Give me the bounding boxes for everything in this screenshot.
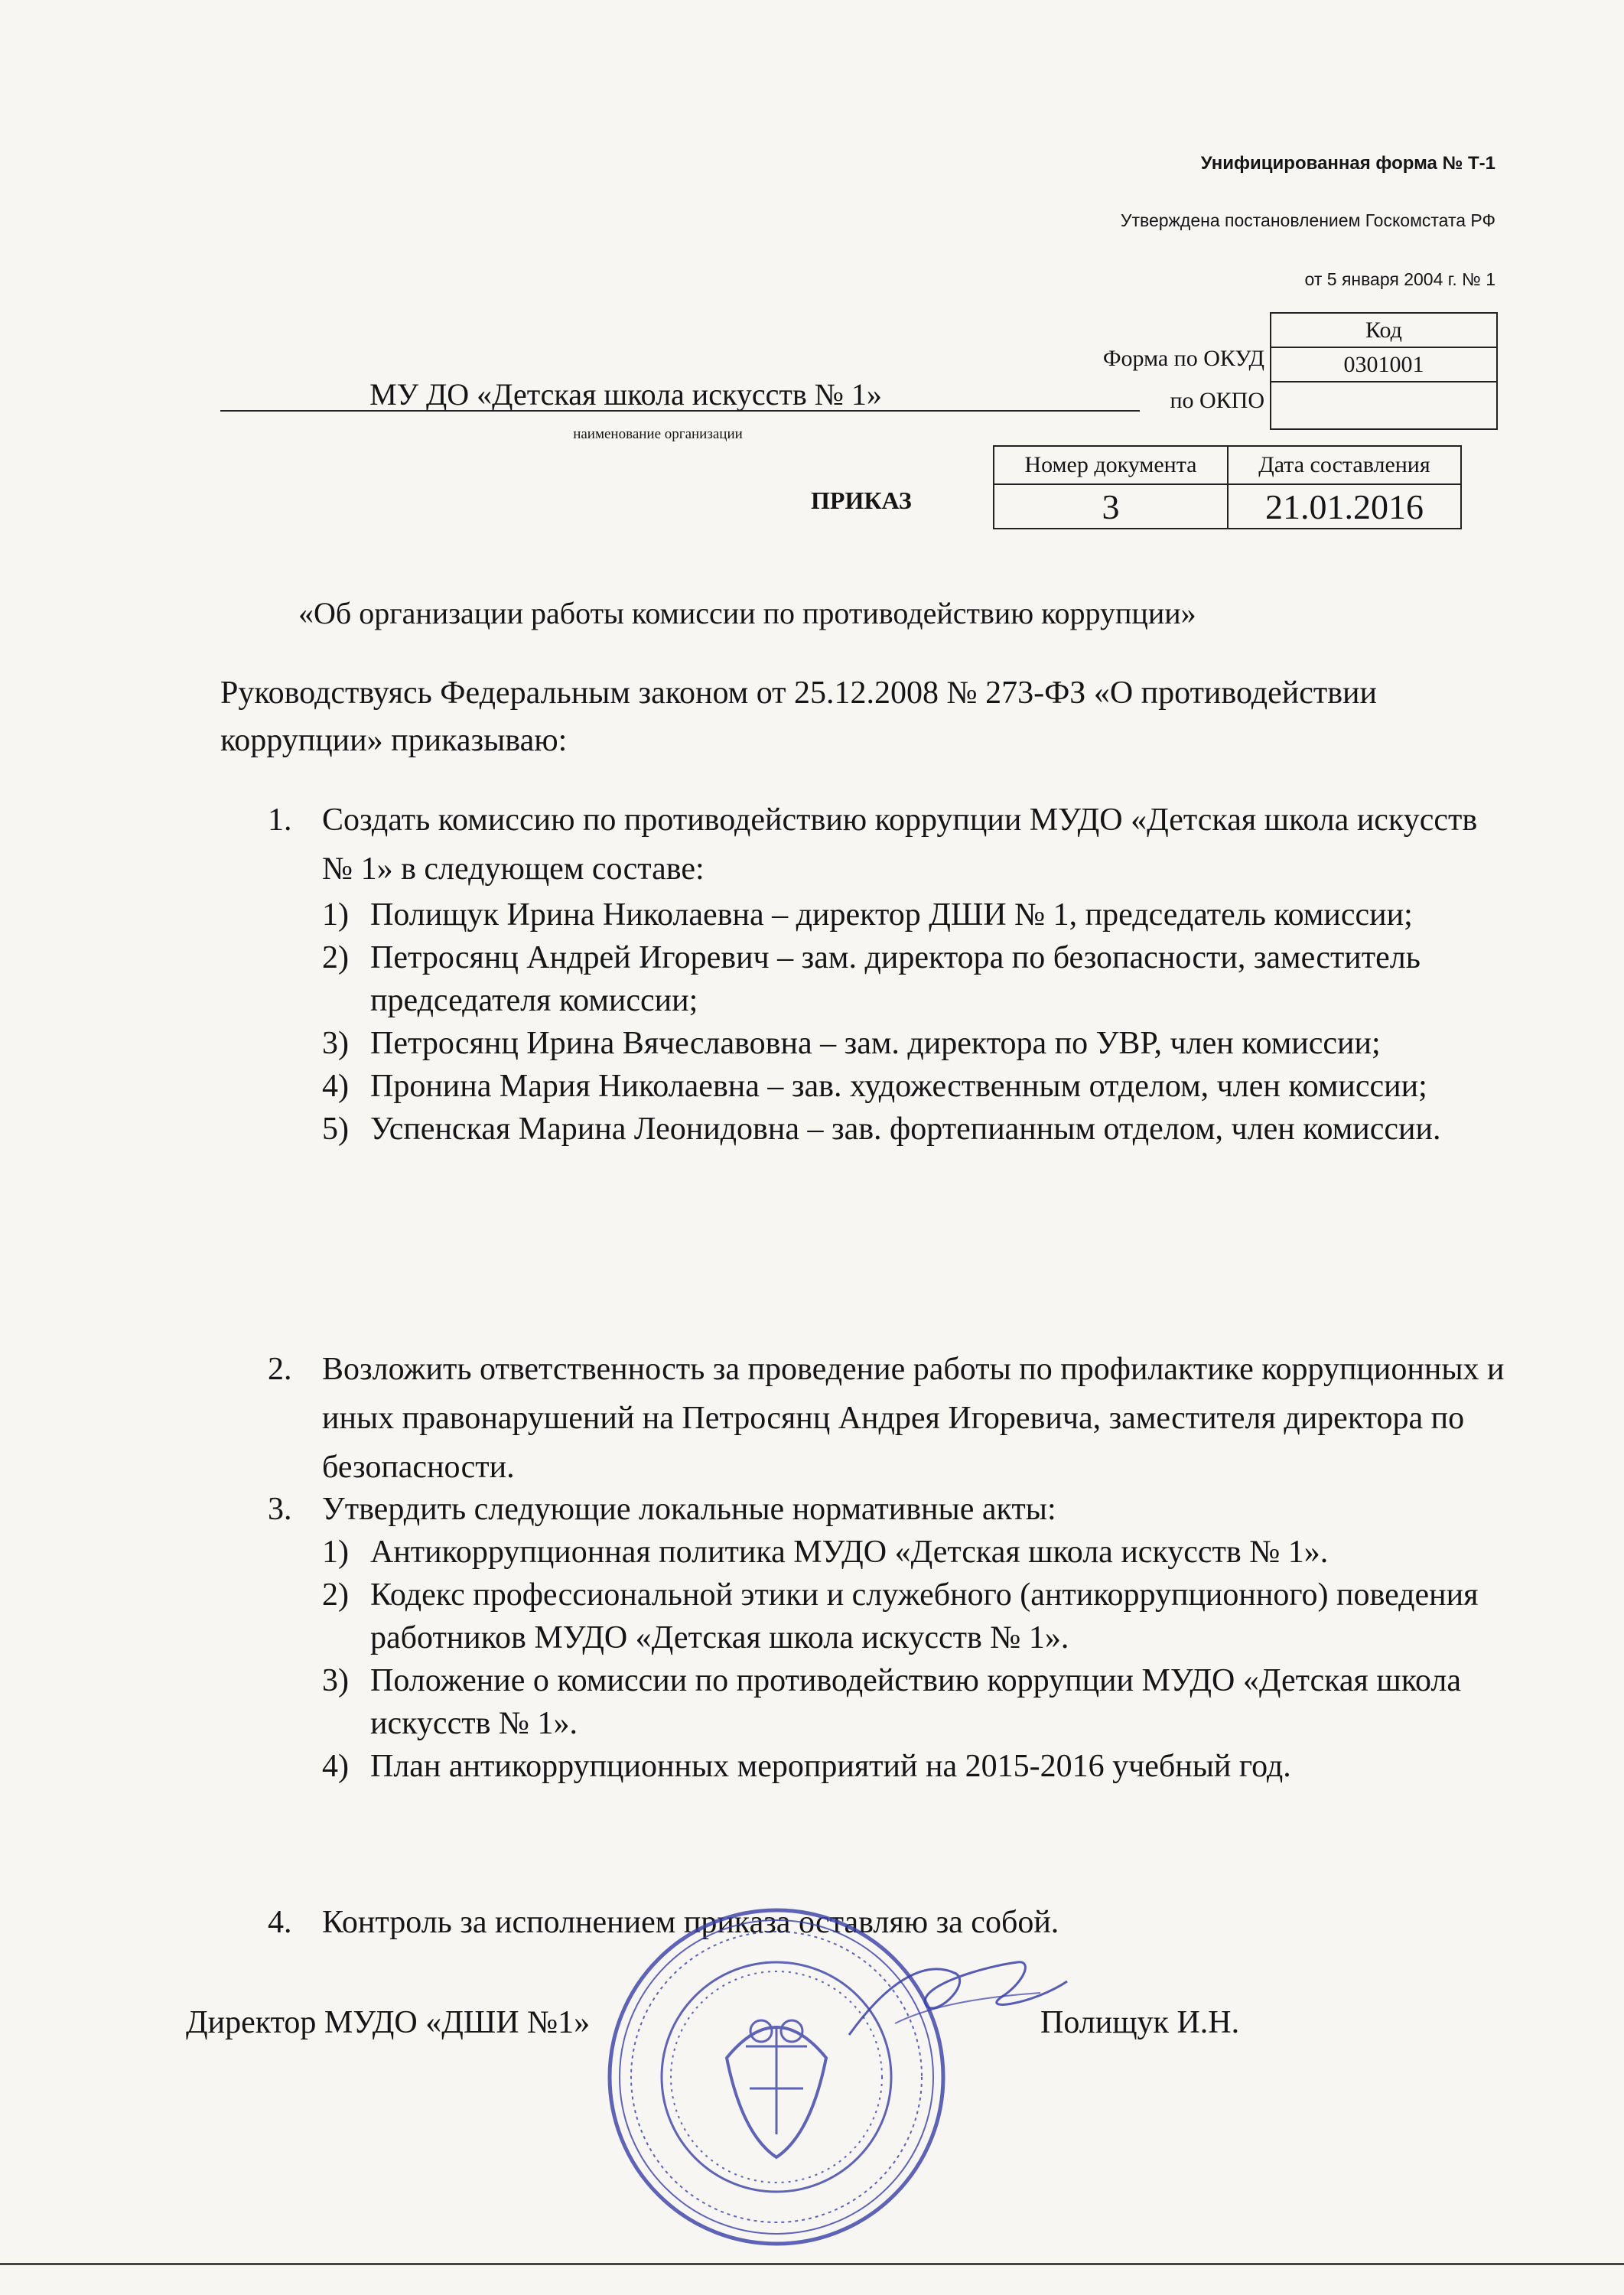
item-text: Утвердить следующие локальные нормативные акты: (322, 1492, 1056, 1527)
approved-by: Утверждена постановлением Госкомстата РФ (1120, 210, 1495, 230)
document-details-table (993, 445, 1462, 529)
document-date: 21.01.2016 (1228, 484, 1461, 529)
subitem-number: 4) (322, 1749, 349, 1784)
order-item-3 (220, 1488, 1513, 1788)
list-subitem (220, 936, 1513, 1022)
list-subitem (220, 1531, 1513, 1574)
document-number: 3 (994, 484, 1228, 529)
item-number: 2. (268, 1352, 292, 1387)
form-title: Унифицированная форма № Т-1 (1200, 153, 1495, 174)
document-number-header: Номер документа (994, 446, 1228, 484)
subitem-text: Антикоррупционная политика МУДО «Детская школа искусств № 1». (370, 1535, 1329, 1570)
subitem-number: 3) (322, 1663, 349, 1698)
subitem-text: Петросянц Ирина Вячеславовна – зам. директора по УВР, член комиссии; (370, 1026, 1381, 1061)
list-subitem (220, 1574, 1513, 1659)
subitem-number: 2) (322, 940, 349, 975)
list-subitem (220, 1022, 1513, 1065)
subitem-number: 5) (322, 1112, 349, 1147)
handwritten-signature (841, 1951, 1071, 2050)
list-item (220, 1488, 1513, 1531)
subitem-number: 1) (322, 897, 349, 933)
document-type: ПРИКАЗ (811, 487, 912, 514)
item-text: Создать комиссию по противодействию коррупции МУДО «Детская школа искусств № 1» в следующем составе: (322, 802, 1478, 887)
subitem-text: Положение о комиссии по противодействию коррупции МУДО «Детская школа искусств № 1». (370, 1663, 1462, 1741)
subitem-text: Полищук Ирина Николаевна – директор ДШИ № 1, председатель комиссии; (370, 897, 1413, 933)
subitem-number: 4) (322, 1069, 349, 1104)
okpo-value (1271, 382, 1497, 429)
subitem-text: План антикоррупционных мероприятий на 2015-2016 учебный год. (370, 1749, 1291, 1784)
subitem-number: 3) (322, 1026, 349, 1061)
subitem-number: 1) (322, 1535, 349, 1570)
item-number: 4. (268, 1905, 292, 1940)
organization-caption: наименование организации (573, 426, 743, 442)
item-text: Возложить ответственность за проведение работы по профилактике коррупционных и иных правонарушений на Петросянц Андрея Игоревича, заместителя директора по безопасности. (322, 1352, 1505, 1485)
list-subitem (220, 1065, 1513, 1108)
code-header: Код (1271, 313, 1497, 347)
subitem-text: Петросянц Андрей Игоревич – зам. директора по безопасности, заместитель председателя комиссии; (370, 940, 1421, 1018)
subitem-text: Успенская Марина Леонидовна – зав. фортепианным отделом, член комиссии. (370, 1112, 1441, 1147)
scan-edge-divider (0, 2263, 1624, 2265)
director-title: Директор МУДО «ДШИ №1» (186, 2005, 591, 2040)
list-item (220, 796, 1513, 894)
okpo-label: по ОКПО (1170, 388, 1264, 413)
list-subitem (220, 1745, 1513, 1788)
order-item-2 (220, 1345, 1513, 1492)
list-subitem (220, 894, 1513, 936)
item-text: Контроль за исполнением приказа оставляю за собой. (322, 1905, 1059, 1940)
document-date-header: Дата составления (1228, 446, 1461, 484)
organization-name: МУ ДО «Детская школа искусств № 1» (369, 377, 882, 412)
list-subitem (220, 1659, 1513, 1745)
approved-date: от 5 января 2004 г. № 1 (1304, 269, 1495, 289)
subitem-number: 2) (322, 1577, 349, 1613)
list-subitem (220, 1108, 1513, 1151)
preamble: Руководствуясь Федеральным законом от 25.12.2008 № 273-ФЗ «О противодействии коррупции» приказываю: (220, 675, 1377, 758)
subitem-text: Кодекс профессиональной этики и служебного (антикоррупционного) поведения работников МУДО «Детская школа искусств № 1». (370, 1577, 1479, 1655)
director-name: Полищук И.Н. (1040, 2005, 1240, 2040)
order-title: «Об организации работы комиссии по противодействию коррупции» (298, 596, 1196, 630)
order-item-1 (220, 796, 1513, 1151)
item-number: 3. (268, 1492, 292, 1527)
subitem-text: Пронина Мария Николаевна – зав. художественным отделом, член комиссии; (370, 1069, 1427, 1104)
list-item (220, 1345, 1513, 1492)
okud-value: 0301001 (1271, 347, 1497, 382)
codes-table (1270, 312, 1498, 430)
okud-label: Форма по ОКУД (1102, 346, 1264, 371)
item-number: 1. (268, 802, 292, 838)
